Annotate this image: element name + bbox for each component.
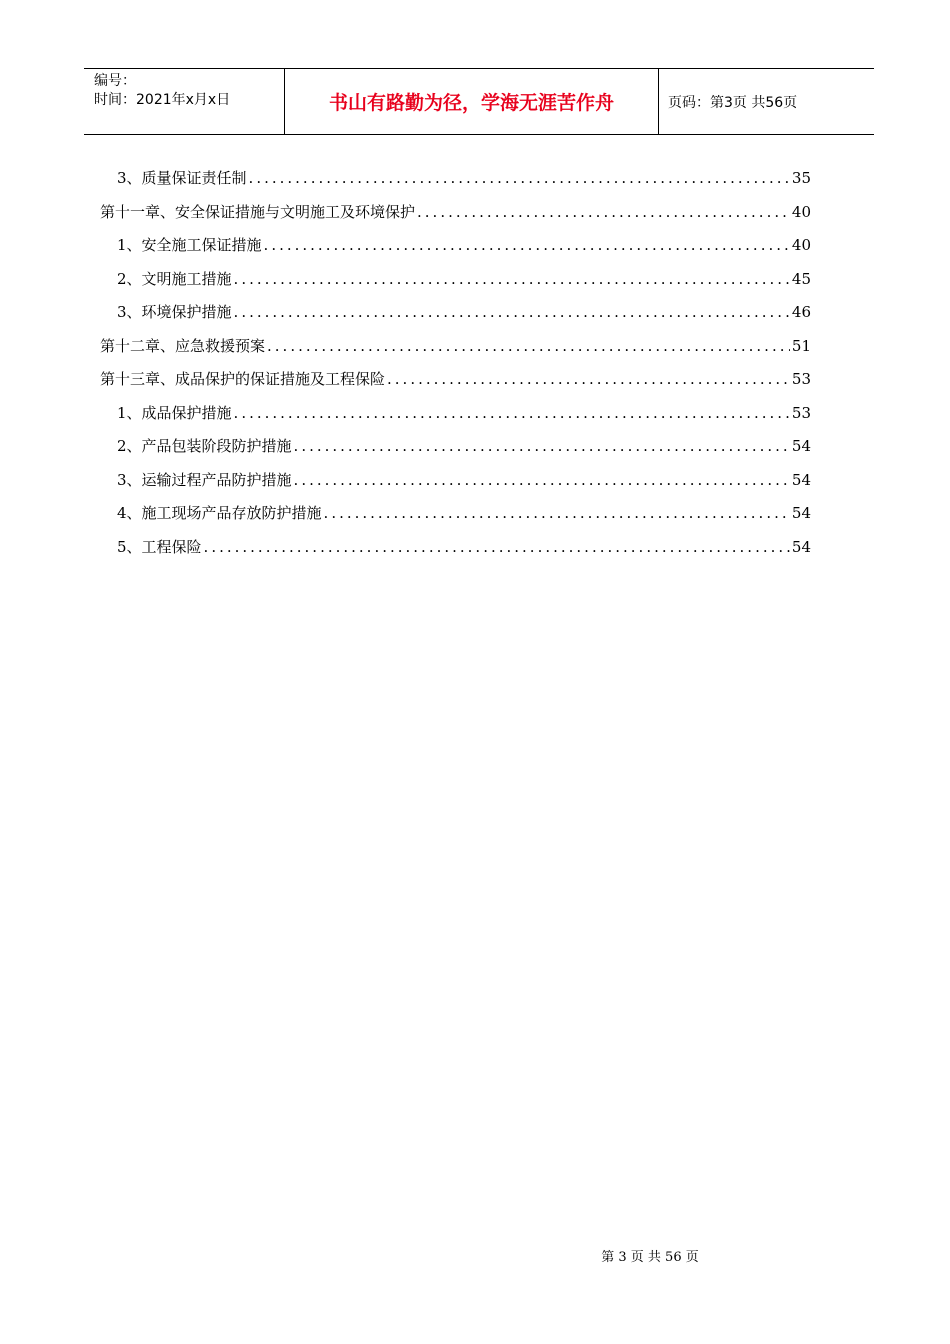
toc-entry[interactable] bbox=[100, 533, 811, 567]
toc-leader-dots bbox=[267, 332, 790, 360]
toc-leader-dots bbox=[234, 265, 790, 293]
toc-entry[interactable] bbox=[100, 466, 811, 500]
toc-leader-dots bbox=[294, 432, 790, 460]
toc-entry-page-number: 40 bbox=[791, 202, 811, 221]
toc-entry-label: 3、运输过程产品防护措施 bbox=[117, 470, 292, 489]
toc-entry-page-number: 54 bbox=[791, 470, 811, 489]
toc-entry[interactable] bbox=[100, 365, 811, 399]
toc-entry-label: 第十二章、应急救援预案 bbox=[100, 336, 266, 355]
toc-entry[interactable] bbox=[100, 298, 811, 332]
document-number-label: 编号： bbox=[94, 73, 136, 89]
toc-leader-dots bbox=[387, 365, 790, 393]
toc-entry-page-number: 40 bbox=[791, 236, 811, 254]
toc-entry-label: 3、质量保证责任制 bbox=[117, 169, 247, 187]
header-motto: 书山有路勤为径，学海无涯苦作舟 bbox=[285, 69, 659, 134]
toc-entry-page-number: 45 bbox=[791, 269, 811, 288]
toc-leader-dots bbox=[234, 298, 790, 326]
page-footer: 第 3 页 共 56 页 bbox=[601, 1250, 699, 1265]
toc-entry-label: 2、文明施工措施 bbox=[117, 269, 232, 288]
table-of-contents bbox=[100, 164, 811, 566]
toc-entry-page-number: 53 bbox=[791, 370, 811, 388]
toc-entry-label: 4、施工现场产品存放防护措施 bbox=[117, 504, 322, 522]
toc-entry-label: 1、成品保护措施 bbox=[117, 403, 232, 422]
document-time-label: 时间：2021年x月x日 bbox=[94, 92, 231, 108]
toc-leader-dots bbox=[234, 399, 790, 427]
toc-entry-label: 3、环境保护措施 bbox=[117, 303, 232, 321]
toc-leader-dots bbox=[294, 466, 790, 494]
toc-entry-page-number: 53 bbox=[791, 403, 811, 422]
toc-leader-dots bbox=[264, 231, 790, 259]
toc-entry-label: 第十三章、成品保护的保证措施及工程保险 bbox=[100, 370, 386, 388]
toc-entry[interactable] bbox=[100, 198, 811, 232]
toc-entry[interactable] bbox=[100, 399, 811, 433]
toc-entry[interactable] bbox=[100, 231, 811, 265]
toc-entry-label: 1、安全施工保证措施 bbox=[117, 236, 262, 254]
toc-entry[interactable] bbox=[100, 499, 811, 533]
toc-leader-dots bbox=[249, 164, 790, 192]
toc-leader-dots bbox=[324, 499, 790, 527]
toc-entry-page-number: 35 bbox=[791, 169, 811, 187]
page-header bbox=[84, 68, 874, 135]
toc-entry-label: 2、产品包装阶段防护措施 bbox=[117, 437, 292, 455]
toc-entry[interactable] bbox=[100, 432, 811, 466]
header-page-info: 页码：第3页 共56页 bbox=[668, 94, 798, 111]
toc-leader-dots bbox=[417, 198, 790, 226]
toc-entry-page-number: 54 bbox=[791, 537, 811, 556]
toc-entry-page-number: 54 bbox=[791, 437, 811, 455]
toc-entry-page-number: 46 bbox=[791, 303, 811, 321]
toc-entry-label: 5、工程保险 bbox=[117, 537, 202, 556]
header-meta bbox=[84, 69, 285, 134]
toc-leader-dots bbox=[204, 533, 790, 561]
toc-entry-label: 第十一章、安全保证措施与文明施工及环境保护 bbox=[100, 202, 416, 221]
toc-entry[interactable] bbox=[100, 332, 811, 366]
toc-entry[interactable] bbox=[100, 265, 811, 299]
toc-entry-page-number: 54 bbox=[791, 504, 811, 522]
toc-entry-page-number: 51 bbox=[791, 336, 811, 355]
toc-entry[interactable] bbox=[100, 164, 811, 198]
